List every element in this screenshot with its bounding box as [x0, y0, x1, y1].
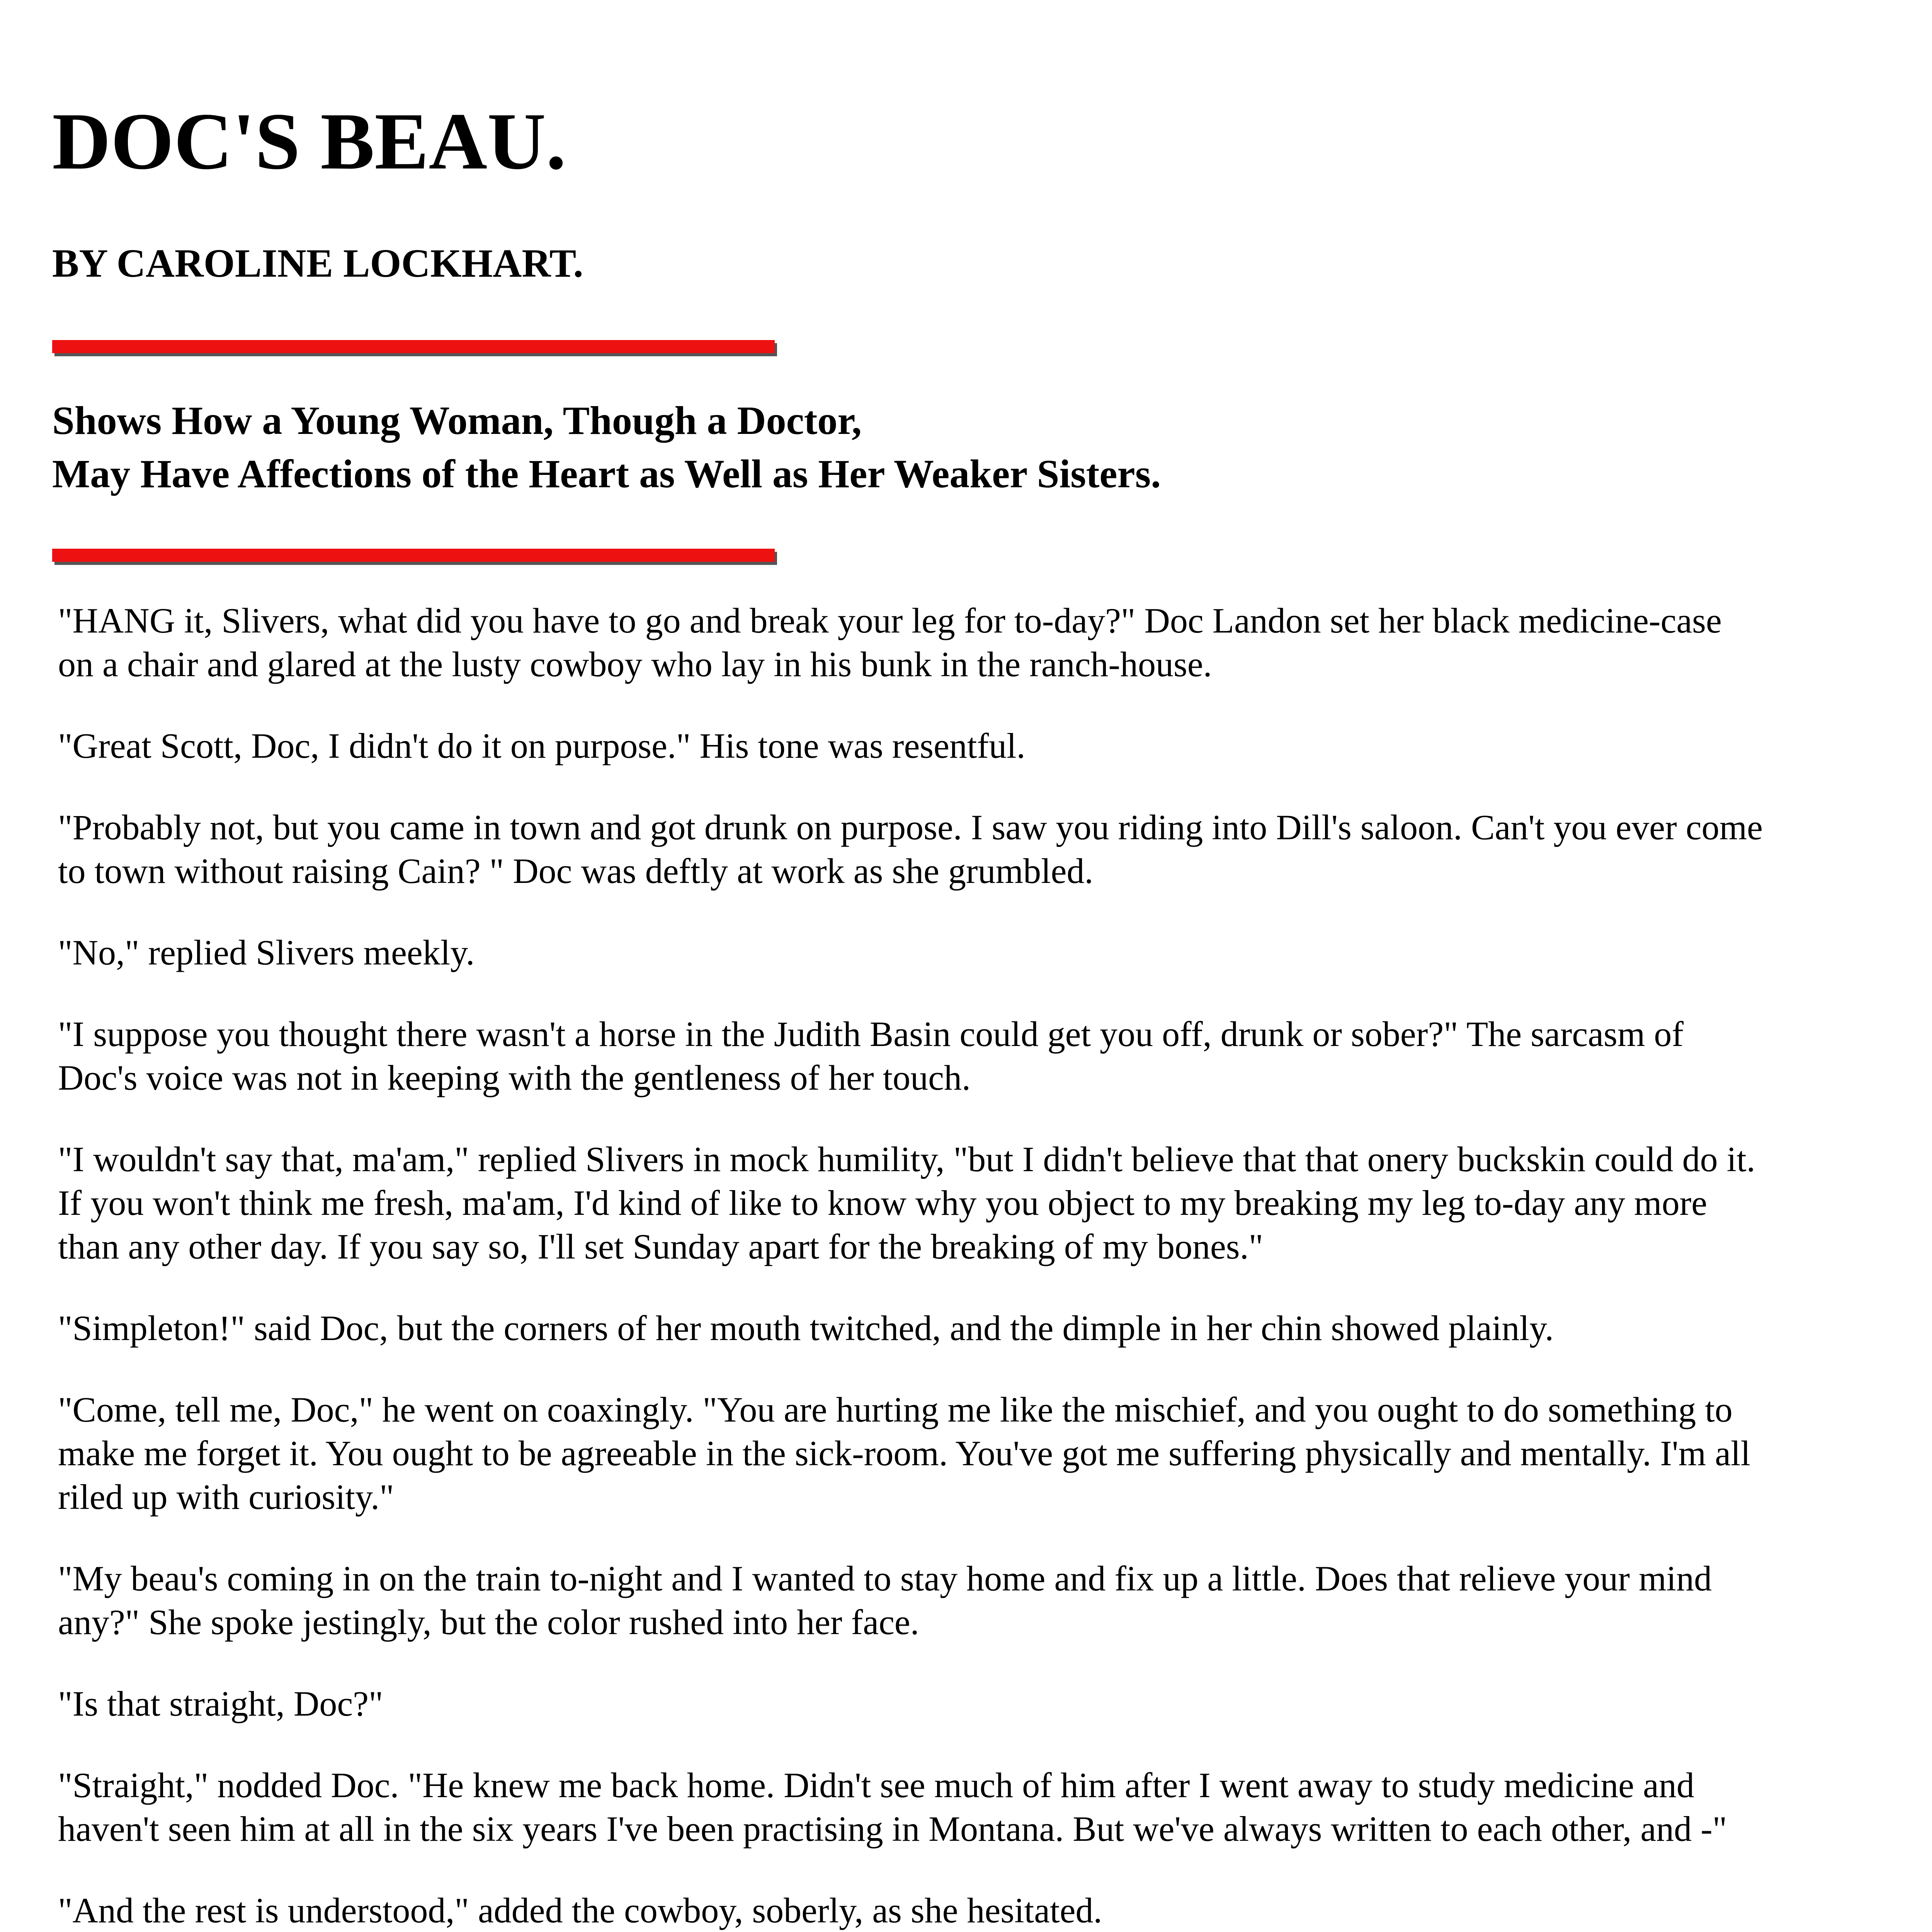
divider-rule-top: [52, 340, 775, 353]
story-subtitle: [52, 394, 1830, 501]
author-byline: BY CAROLINE LOCKHART.: [52, 241, 583, 286]
divider-rule-bottom: [52, 549, 775, 562]
paragraph: "And the rest is understood," added the cowboy, soberly, as she hesitated.: [58, 1891, 1102, 1930]
subtitle-line: May Have Affections of the Heart as Well as Her Weaker Sisters.: [52, 452, 1161, 496]
paragraph: "Great Scott, Doc, I didn't do it on purpose." His tone was resentful.: [58, 726, 1026, 765]
paragraph: "Straight," nodded Doc. "He knew me back home. Didn't see much of him after I went away to study medicine and haven't seen him at all in the six years I've been practising in Montana. But we've always written to each other, and -": [58, 1765, 1727, 1849]
paragraph: "Simpleton!" said Doc, but the corners of her mouth twitched, and the dimple in her chin showed plainly.: [58, 1308, 1554, 1348]
paragraph: "My beau's coming in on the train to-night and I wanted to stay home and fix up a little. Does that relieve your mind any?" She spoke jestingly, but the color rushed into her face.: [58, 1559, 1712, 1642]
paragraph: "Probably not, but you came in town and got drunk on purpose. I saw you riding into Dill's saloon. Can't you ever come to town without raising Cain? " Doc was deftly at work as she grumbled.: [58, 808, 1763, 891]
paragraph: "No," replied Slivers meekly.: [58, 933, 475, 972]
paragraph: "I wouldn't say that, ma'am," replied Slivers in mock humility, "but I didn't believe that that onery buckskin could do it. If you won't think me fresh, ma'am, I'd kind of like to know why you object to my breaking my leg to-day any more than any other day. If you say so, I'll set Sunday apart for the breaking of my bones.": [58, 1139, 1755, 1266]
story-title: DOC'S BEAU.: [52, 97, 566, 186]
subtitle-line: Shows How a Young Woman, Though a Doctor,: [52, 398, 862, 443]
paragraph: "HANG it, Slivers, what did you have to go and break your leg for to-day?" Doc Landon set her black medicine-case on a chair and glared at the lusty cowboy who lay in his bunk in the ranch-house.: [58, 601, 1722, 684]
paragraph: "I suppose you thought there wasn't a horse in the Judith Basin could get you off, drunk or sober?" The sarcasm of Doc's voice was not in keeping with the gentleness of her touch.: [58, 1014, 1684, 1097]
paragraph: "Is that straight, Doc?": [58, 1684, 383, 1723]
paragraph: "Come, tell me, Doc," he went on coaxingly. "You are hurting me like the mischief, and you ought to do something to make me forget it. You ought to be agreeable in the sick-room. You've got me suffering physically and mentally. I'm all riled up with curiosity.": [58, 1390, 1751, 1517]
story-body: [58, 599, 1766, 1932]
